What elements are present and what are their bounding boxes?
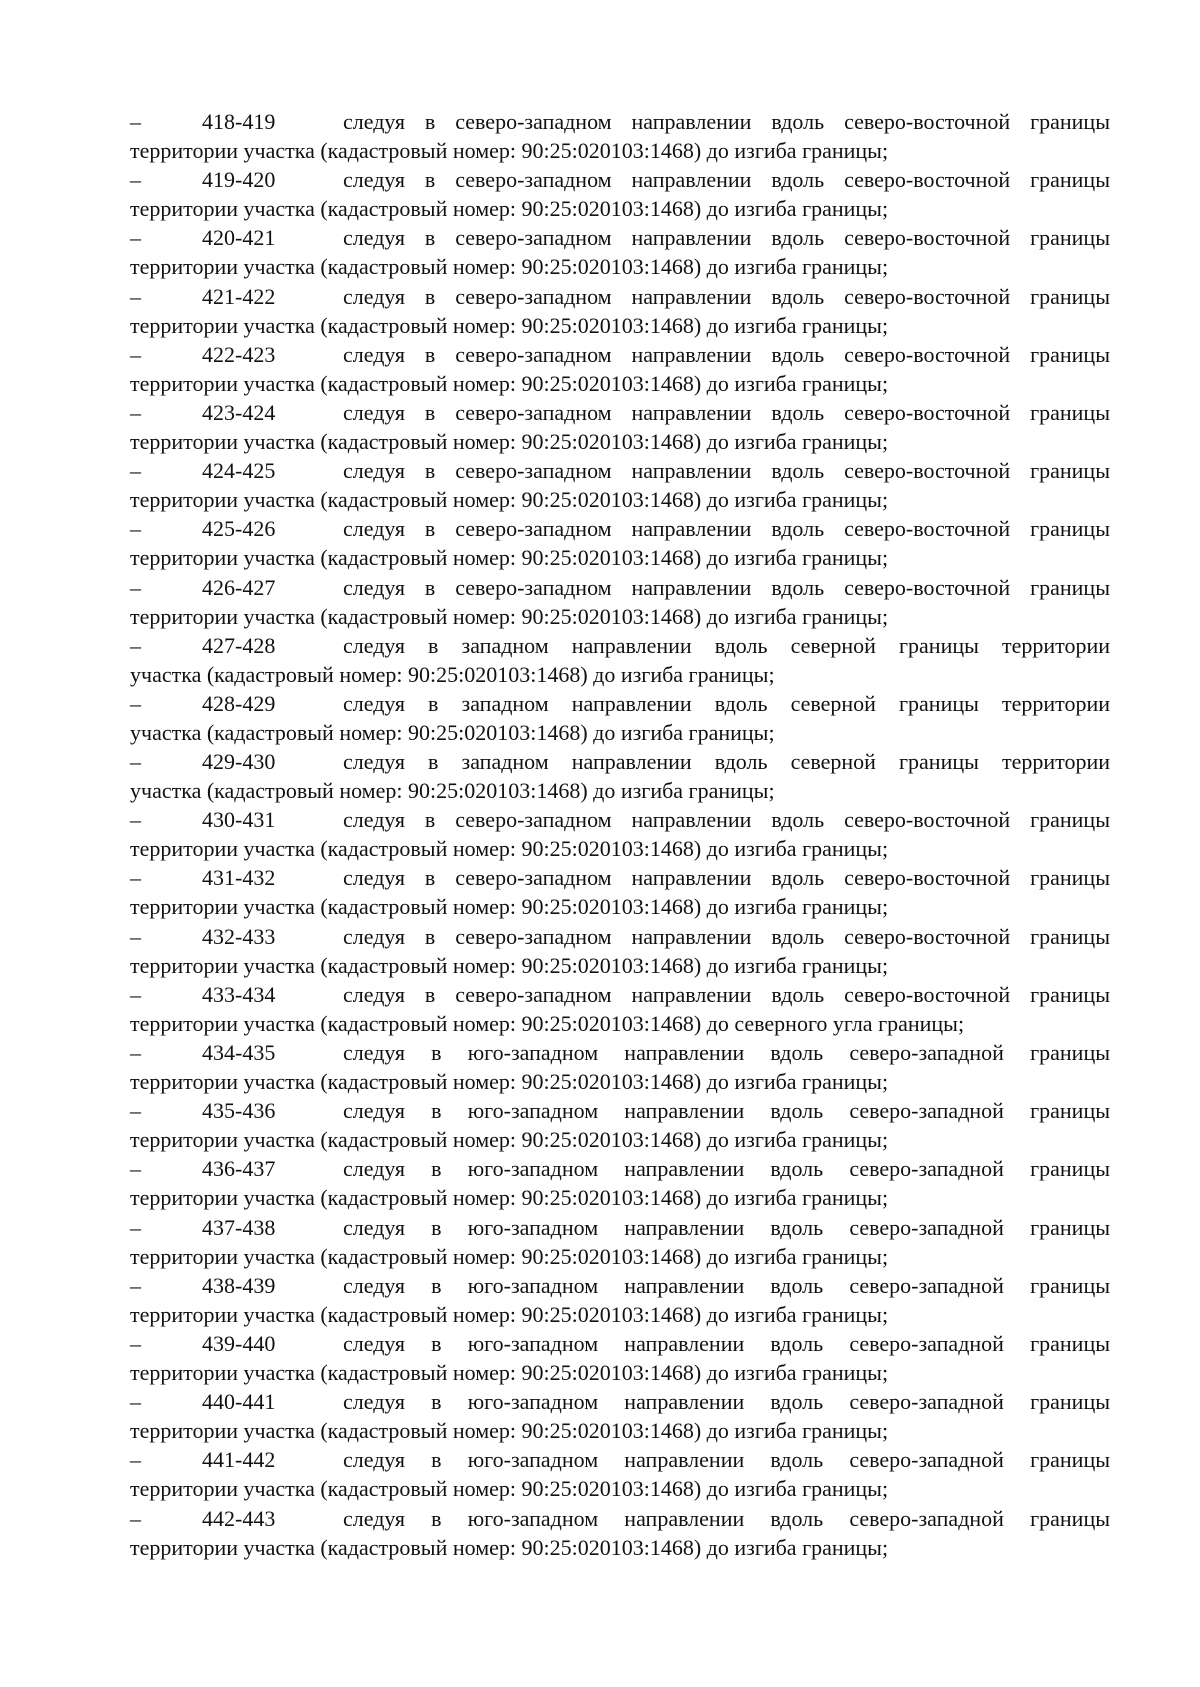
direction-description: следуя в юго-западном направлении вдоль северо-западной границы [343,1389,1110,1415]
boundary-segment-entry [130,1038,1110,1096]
point-range: 442-443 [202,1505,276,1531]
direction-description: следуя в юго-западном направлении вдоль северо-западной границы [343,1272,1110,1298]
direction-description: следуя в северо-западном направлении вдоль северо-восточной границы [343,399,1110,425]
point-range: 423-424 [202,399,276,425]
direction-description: следуя в северо-западном направлении вдоль северо-восточной границы [343,865,1110,891]
entry-continuation-line: территории участка (кадастровый номер: 90:25:020103:1468) до изгиба границы; [130,603,889,629]
list-dash: – [130,167,141,193]
boundary-segment-entry [130,107,1110,165]
direction-description: следуя в северо-западном направлении вдоль северо-восточной границы [343,923,1110,949]
direction-description: следуя в юго-западном направлении вдоль северо-западной границы [343,1330,1110,1356]
direction-description: следуя в юго-западном направлении вдоль северо-западной границы [343,1505,1110,1531]
point-range: 433-434 [202,981,276,1007]
list-dash: – [130,1040,141,1065]
list-dash: – [130,690,141,716]
list-dash: – [130,1389,141,1415]
list-dash: – [130,865,141,891]
entry-continuation-line: территории участка (кадастровый номер: 90:25:020103:1468) до изгиба границы; [130,1418,889,1444]
entry-continuation-line: территории участка (кадастровый номер: 90:25:020103:1468) до изгиба границы; [130,1185,889,1211]
entry-first-line [130,107,1110,136]
direction-description: следуя в юго-западном направлении вдоль северо-западной границы [343,1447,1110,1473]
direction-description: следуя в северо-западном направлении вдоль северо-восточной границы [343,981,1110,1007]
point-range: 426-427 [202,574,276,600]
entry-continuation-line: территории участка (кадастровый номер: 90:25:020103:1468) до изгиба границы; [130,894,889,920]
entry-first-line [130,805,1110,834]
point-range: 422-423 [202,341,276,367]
list-dash: – [130,1098,141,1124]
direction-description: следуя в юго-западном направлении вдоль северо-западной границы [343,1214,1110,1240]
entry-continuation-line: территории участка (кадастровый номер: 90:25:020103:1468) до изгиба границы; [130,1243,889,1269]
list-dash: – [130,1505,141,1531]
boundary-segment-entry [130,805,1110,863]
entry-first-line [130,1329,1110,1358]
direction-description: следуя в северо-западном направлении вдоль северо-восточной границы [343,225,1110,251]
point-range: 437-438 [202,1214,276,1240]
list-dash: – [130,749,141,775]
entry-first-line [130,456,1110,485]
entry-first-line [130,1504,1110,1533]
boundary-segment-entry [130,1504,1110,1562]
list-dash: – [130,1330,141,1356]
direction-description: следуя в юго-западном направлении вдоль северо-западной границы [343,1156,1110,1182]
boundary-segment-entry [130,398,1110,456]
point-range: 440-441 [202,1389,276,1415]
entry-continuation-line: территории участка (кадастровый номер: 90:25:020103:1468) до северного угла границы; [130,1010,965,1036]
point-range: 429-430 [202,749,276,775]
boundary-segment-entry [130,282,1110,340]
point-range: 434-435 [202,1040,276,1065]
boundary-segment-entry [130,456,1110,514]
direction-description: следуя в северо-западном направлении вдоль северо-восточной границы [343,516,1110,542]
list-dash: – [130,1156,141,1182]
list-dash: – [130,632,141,658]
direction-description: следуя в северо-западном направлении вдоль северо-восточной границы [343,109,1110,134]
entry-first-line [130,340,1110,369]
entry-first-line [130,573,1110,602]
entry-continuation-line: территории участка (кадастровый номер: 90:25:020103:1468) до изгиба границы; [130,1127,889,1153]
boundary-segment-entry [130,514,1110,572]
entry-continuation-line: территории участка (кадастровый номер: 90:25:020103:1468) до изгиба границы; [130,545,889,571]
point-range: 428-429 [202,690,276,716]
entry-first-line [130,1038,1110,1067]
entry-first-line [130,631,1110,660]
direction-description: следуя в западном направлении вдоль северной границы территории [343,690,1110,716]
point-range: 436-437 [202,1156,276,1182]
entry-first-line [130,980,1110,1009]
entry-first-line [130,1096,1110,1125]
boundary-segment-entry [130,863,1110,921]
entry-first-line [130,1213,1110,1242]
entry-continuation-line: территории участка (кадастровый номер: 90:25:020103:1468) до изгиба границы; [130,836,889,862]
point-range: 435-436 [202,1098,276,1124]
boundary-segment-entry [130,1329,1110,1387]
boundary-segment-entry [130,922,1110,980]
entry-first-line [130,282,1110,311]
direction-description: следуя в северо-западном направлении вдоль северо-восточной границы [343,574,1110,600]
entry-continuation-line: территории участка (кадастровый номер: 90:25:020103:1468) до изгиба границы; [130,1534,889,1560]
point-range: 430-431 [202,807,276,833]
direction-description: следуя в западном направлении вдоль северной границы территории [343,632,1110,658]
entry-first-line [130,223,1110,252]
list-dash: – [130,399,141,425]
boundary-segment-entry [130,1096,1110,1154]
list-dash: – [130,516,141,542]
list-dash: – [130,225,141,251]
list-dash: – [130,1214,141,1240]
entry-continuation-line: территории участка (кадастровый номер: 90:25:020103:1468) до изгиба границы; [130,312,889,338]
entry-continuation-line: участка (кадастровый номер: 90:25:020103:1468) до изгиба границы; [130,719,775,745]
direction-description: следуя в северо-западном направлении вдоль северо-восточной границы [343,283,1110,309]
entry-first-line [130,747,1110,776]
direction-description: следуя в юго-западном направлении вдоль северо-западной границы [343,1040,1110,1065]
entry-continuation-line: территории участка (кадастровый номер: 90:25:020103:1468) до изгиба границы; [130,487,889,513]
entry-continuation-line: территории участка (кадастровый номер: 90:25:020103:1468) до изгиба границы; [130,428,889,454]
point-range: 424-425 [202,458,276,484]
entry-first-line [130,1154,1110,1183]
boundary-segment-entry [130,1213,1110,1271]
entry-first-line [130,1271,1110,1300]
direction-description: следуя в северо-западном направлении вдоль северо-восточной границы [343,458,1110,484]
entry-first-line [130,165,1110,194]
boundary-segment-entry [130,1154,1110,1212]
direction-description: следуя в юго-западном направлении вдоль северо-западной границы [343,1098,1110,1124]
point-range: 438-439 [202,1272,276,1298]
entry-first-line [130,1445,1110,1474]
list-dash: – [130,341,141,367]
point-range: 432-433 [202,923,276,949]
entry-first-line [130,689,1110,718]
entry-continuation-line: территории участка (кадастровый номер: 90:25:020103:1468) до изгиба границы; [130,1359,889,1385]
entry-continuation-line: территории участка (кадастровый номер: 90:25:020103:1468) до изгиба границы; [130,254,889,280]
entry-first-line [130,398,1110,427]
boundary-segment-entry [130,165,1110,223]
boundary-segment-entry [130,573,1110,631]
list-dash: – [130,574,141,600]
point-range: 439-440 [202,1330,276,1356]
boundary-segment-entry [130,223,1110,281]
entry-continuation-line: территории участка (кадастровый номер: 90:25:020103:1468) до изгиба границы; [130,1301,889,1327]
list-dash: – [130,923,141,949]
direction-description: следуя в северо-западном направлении вдоль северо-восточной границы [343,341,1110,367]
list-dash: – [130,109,141,134]
entry-first-line [130,1387,1110,1416]
list-dash: – [130,458,141,484]
boundary-segment-entry [130,1271,1110,1329]
point-range: 419-420 [202,167,276,193]
entry-continuation-line: территории участка (кадастровый номер: 90:25:020103:1468) до изгиба границы; [130,370,889,396]
boundary-description-list [130,107,1110,1562]
point-range: 431-432 [202,865,276,891]
boundary-segment-entry [130,689,1110,747]
list-dash: – [130,283,141,309]
entry-continuation-line: участка (кадастровый номер: 90:25:020103:1468) до изгиба границы; [130,778,775,804]
point-range: 420-421 [202,225,276,251]
entry-continuation-line: территории участка (кадастровый номер: 90:25:020103:1468) до изгиба границы; [130,952,889,978]
list-dash: – [130,1447,141,1473]
direction-description: следуя в западном направлении вдоль северной границы территории [343,749,1110,775]
point-range: 427-428 [202,632,276,658]
entry-continuation-line: территории участка (кадастровый номер: 90:25:020103:1468) до изгиба границы; [130,138,889,163]
entry-first-line [130,922,1110,951]
boundary-segment-entry [130,980,1110,1038]
list-dash: – [130,807,141,833]
direction-description: следуя в северо-западном направлении вдоль северо-восточной границы [343,167,1110,193]
boundary-segment-entry [130,340,1110,398]
boundary-segment-entry [130,631,1110,689]
point-range: 441-442 [202,1447,276,1473]
point-range: 421-422 [202,283,276,309]
point-range: 425-426 [202,516,276,542]
entry-continuation-line: территории участка (кадастровый номер: 90:25:020103:1468) до изгиба границы; [130,196,889,222]
entry-first-line [130,863,1110,892]
entry-continuation-line: территории участка (кадастровый номер: 90:25:020103:1468) до изгиба границы; [130,1476,889,1502]
boundary-segment-entry [130,1445,1110,1503]
entry-first-line [130,514,1110,543]
list-dash: – [130,1272,141,1298]
boundary-segment-entry [130,747,1110,805]
boundary-segment-entry [130,1387,1110,1445]
entry-continuation-line: территории участка (кадастровый номер: 90:25:020103:1468) до изгиба границы; [130,1069,889,1094]
direction-description: следуя в северо-западном направлении вдоль северо-восточной границы [343,807,1110,833]
list-dash: – [130,981,141,1007]
entry-continuation-line: участка (кадастровый номер: 90:25:020103:1468) до изгиба границы; [130,661,775,687]
point-range: 418-419 [202,109,276,134]
